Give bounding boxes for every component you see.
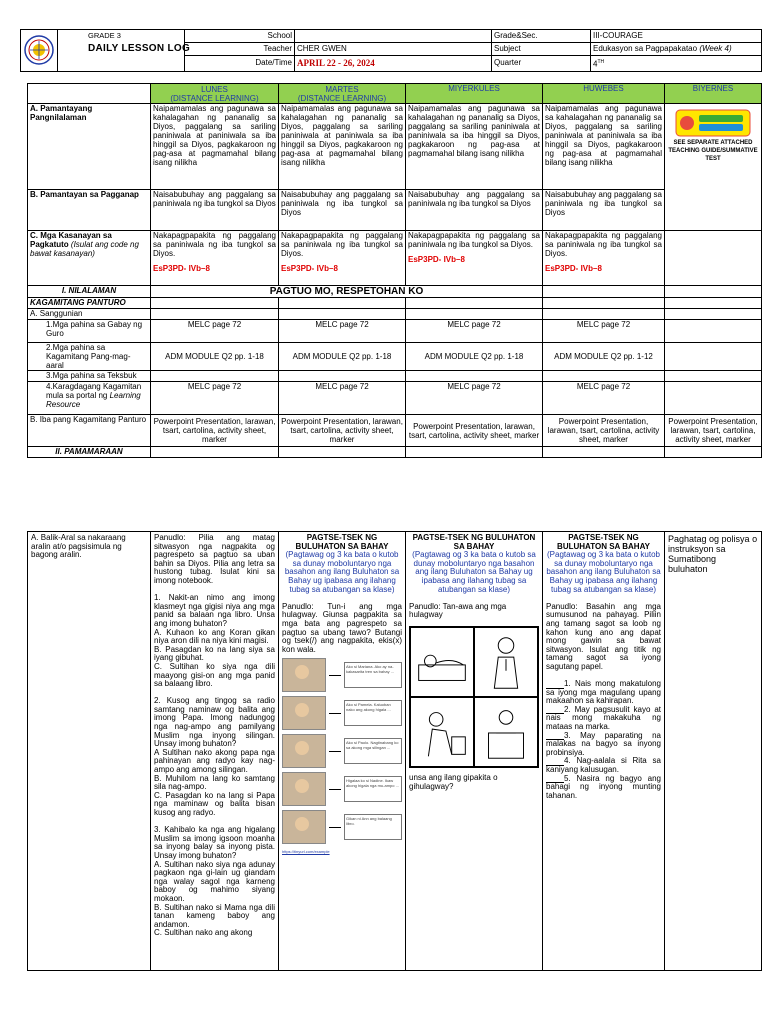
quarter-spacer (532, 56, 591, 72)
rowb-mon: Powerpoint Presentation, larawan, tsart, cartolina, activity sheet, marker (151, 415, 279, 447)
pamamaraan-thu (543, 447, 665, 458)
mon-q1-choice-c: C. Sultihan ko siya nga dili maayong gisi-on ang mga panid sa balaang libro. (154, 661, 275, 689)
mon-question-3: 3. Kahibalo ka nga ang higalang Muslim sa imong igsoon moanha sa inyong balay sa inyong pista. Unsay imong buhaton? (154, 825, 275, 860)
thu-subtitle: (Pagtawag og 3 ka bata o kutob sa dunay moboluntaryo nga basahon ang ilang Buluhaton sa Bahay ug ipabasa ang ilahang tubag sa atubangan sa klase) (546, 550, 661, 594)
row4-fri (665, 382, 762, 415)
quarter-suffix: TH (597, 59, 605, 65)
tue-instruction: Panudlo: Tun-i ang mga hulagway. Giunsa pagpakita sa mga bata ang pagrespeto sa pagtuo sa ubang tawo? Butangi og tsek(/) ang nagpakita, ekis(x) kon wala. (282, 601, 402, 654)
row-c-note: (Isulat ang code ng bawat kasanayan) (30, 240, 139, 258)
day-monday (151, 84, 279, 104)
catch-up-fridays-logo-icon (675, 109, 751, 137)
picture-sleeping-child (410, 627, 474, 697)
row3-label: 3.Mga pahina sa Teksbuk (28, 371, 151, 382)
row2-tue: ADM MODULE Q2 pp. 1-18 (279, 343, 406, 371)
balik-aral-wed (406, 532, 543, 971)
deped-seal (21, 30, 58, 72)
rowb-thu: Powerpoint Presentation, larawan, tsart, cartolina, activity sheet, marker (543, 415, 665, 447)
teacher-label: Teacher (185, 43, 295, 56)
school-label: School (185, 30, 295, 43)
row-c-fri (665, 231, 762, 286)
mon-q2-choice-c: C. Pasagdan ko na lang si Papa nga maminaw og balita bisan kusog ang radyo. (154, 790, 275, 817)
row2-fri (665, 343, 762, 371)
picture (282, 810, 326, 844)
thu-item-1-text: 1. Nais mong makatulong sa iyong mga magulang upang makaahon sa kahirapan. (546, 679, 661, 706)
thu-instruction: Panudlo: Basahin ang mga sumusunod na pahayag. Piliin ang tamang sagot sa loob ng kahon kung ano ang dapat mong gawin sa bawat sitwasyon. Isulat ang titik ng tamang sagot sa iyong sagutang papel. (546, 601, 661, 671)
subject-spacer (532, 43, 591, 56)
kagamitan-label (28, 298, 151, 309)
tue-title: PAGTSE-TSEK NG BULUHATON SA BAHAY (295, 533, 389, 551)
mon-q1-choice-a: A. Kuhaon ko ang Koran gikan niya aron dili na niya kini magisi. (154, 627, 275, 646)
deped-seal-icon (24, 35, 54, 65)
tue-item-2 (282, 696, 402, 730)
row-c-thu (543, 231, 665, 286)
kagamitan-tue (279, 298, 406, 309)
row-b-label (28, 190, 151, 231)
thu-item-3 (546, 732, 661, 758)
balik-aral-tue (279, 532, 406, 971)
kagamitan-thu (543, 298, 665, 309)
kagamitan-mon (151, 298, 279, 309)
nilalaman-title: I. NILALAMAN (61, 286, 117, 295)
row-c-tue-text: Nakapagpapakita ng paggalang sa paniniwala ng iba tungkol sa Diyos. (281, 231, 403, 258)
competency-code: EsP3PD- IVb–8 (153, 264, 210, 273)
row4-wed: MELC page 72 (406, 382, 543, 415)
row4-label-text: 4.Karagdagang Kagamitan mula sa portal ng (46, 382, 142, 400)
row3-thu (543, 371, 665, 382)
answer-line (329, 827, 341, 828)
doc-title: DAILY LESSON LOG (58, 43, 185, 72)
rowb-wed: Powerpoint Presentation, larawan, tsart, cartolina, activity sheet, marker (406, 415, 543, 447)
row1-wed: MELC page 72 (406, 320, 543, 343)
row2-mon: ADM MODULE Q2 pp. 1-18 (151, 343, 279, 371)
day-tuesday (279, 84, 406, 104)
wed-title: PAGTSE-TSEK NG BULUHATON SA BAHAY (412, 533, 536, 551)
picture (282, 772, 326, 806)
kagamitan-fri (665, 298, 762, 309)
day-friday: BIYERNES (665, 84, 762, 104)
day-tuesday-mode: (DISTANCE LEARNING) (297, 93, 387, 103)
row-a-wed: Naipamamalas ang pagunawa sa kahalagahan ng pananalig sa Diyos, paggalang sa sariling paniniwala at paniniwala sa iba hinggil sa Diyos, pagkakaroon ng pag-asa at pagmamahal bilang isang nilikha (406, 104, 543, 190)
competency-code: EsP3PD- IVb–8 (545, 264, 602, 273)
row1-fri (665, 320, 762, 343)
wed-subtitle: (Pagtawag og 3 ka bata o kutob sa dunay moboluntaryo nga basahon ang ilang Buluhaton sa Bahay ug ipabasa ang ilahang tubag sa atubangan sa klase) (412, 550, 536, 594)
row-c-mon (151, 231, 279, 286)
datetime-label: Date/Time (185, 56, 295, 72)
mon-instruction: Panudlo: Pilia ang matag sitwasyon nga nagpakita og pagrespeto sa pagtuo sa uban bahin sa Diyos. Pilia ang letra sa hustong tubag. Isulat kini sa imong notebook. (154, 533, 275, 585)
thu-item-4 (546, 757, 661, 774)
nilalaman-thu (543, 286, 665, 298)
row-a-fri (665, 104, 762, 231)
rowb-tue: Powerpoint Presentation, larawan, tsart, cartolina, activity sheet, marker (279, 415, 406, 447)
day-wednesday: MIYERKULES (406, 84, 543, 104)
thu-item-2-text: 2. May pagsusulit kayo at nais mong makakuha ng mataas na marka. (546, 704, 661, 732)
row-c-mon-text: Nakapagpapakita ng paggalang sa paniniwala ng iba tungkol sa Diyos. (153, 231, 276, 258)
mon-q3-choice-c: C. Sultihan nako ang akong (154, 928, 253, 938)
thu-item-1 (546, 680, 661, 706)
lesson-table-part2 (27, 531, 762, 971)
wed-question: unsa ang ilang gipakita o gihulagway? (409, 772, 498, 791)
row3-tue (279, 371, 406, 382)
thu-item-5 (546, 775, 661, 801)
row-c-label (28, 231, 151, 286)
row2-thu: ADM MODULE Q2 pp. 1-12 (543, 343, 665, 371)
rowb-label: B. Iba pang Kagamitang Panturo (28, 415, 151, 447)
row1-mon: MELC page 72 (151, 320, 279, 343)
row-a-title: A. Pamantayang Pangnilalaman (30, 104, 93, 122)
day-thursday: HUWEBES (543, 84, 665, 104)
lesson-table-part1 (27, 83, 762, 458)
row1-tue: MELC page 72 (279, 320, 406, 343)
competency-code: EsP3PD- IVb–8 (408, 255, 465, 264)
row-a-label (28, 104, 151, 190)
mon-q2-choice-b: B. Muhilom na lang ko samtang sila nag-ampo. (154, 773, 275, 792)
datetime-value: APRIL 22 - 26, 2024 (295, 56, 492, 72)
tue-item-5 (282, 810, 402, 844)
sanggunian-mon (151, 309, 279, 320)
quarter-label: Quarter (492, 56, 532, 72)
row3-fri (665, 371, 762, 382)
mon-question-2: 2. Kusog ang tingog sa radio samtang naminaw og balita ang imong Papa. Imong nadungog nga nag-ampo ang pamilyang Muslim nga inyong silingan. Unsay imong buhaton? (154, 696, 275, 749)
row2-wed: ADM MODULE Q2 pp. 1-18 (406, 343, 543, 371)
row-b-tue: Naisabubuhay ang paggalang sa paniniwala ng iba tungkol sa Diyos (279, 190, 406, 231)
pamamaraan-wed (406, 447, 543, 458)
row4-thu: MELC page 72 (543, 382, 665, 415)
story-card: Gikan ni Ann ang balaang libro. (344, 814, 402, 840)
thu-item-2 (546, 706, 661, 732)
row-c-wed (406, 231, 543, 286)
nilalaman-label (28, 286, 151, 298)
kagamitan-wed (406, 298, 543, 309)
rowb-fri: Powerpoint Presentation, larawan, tsart, cartolina, activity sheet, marker (665, 415, 762, 447)
sanggunian-wed (406, 309, 543, 320)
mon-q1-choice-b: B. Pasagdan ko na lang siya sa iyang gibuhat. (154, 644, 275, 663)
sanggunian-label: A. Sanggunian (28, 309, 151, 320)
nilalaman-fri (665, 286, 762, 298)
quarter-number: 4 (593, 59, 598, 69)
day-monday-label: LUNES (201, 84, 228, 94)
row4-label-italic: Learning Resource (46, 391, 141, 409)
sanggunian-thu (543, 309, 665, 320)
answer-line (329, 675, 341, 676)
answer-line (329, 713, 341, 714)
tue-item-3 (282, 734, 402, 768)
row-b-title: B. Pamantayan sa Pagganap (30, 190, 139, 199)
tue-subtitle: (Pagtawag og 3 ka bata o kutob sa dunay moboluntaryo nga basahon ang ilang Buluhaton sa Bahay ug ipabasa ang ilahang tubag sa atubangan sa klase) (284, 550, 400, 594)
picture (282, 696, 326, 730)
pamamaraan-title: II. PAMAMARAAN (55, 447, 123, 456)
sanggunian-tue (279, 309, 406, 320)
row1-label: 1.Mga pahina sa Gabay ng Guro (28, 320, 151, 343)
row-b-thu: Naisabubuhay ang paggalang sa paniniwala ng iba tungkol sa Diyos (543, 190, 665, 231)
answer-line (329, 789, 341, 790)
picture (282, 658, 326, 692)
story-card: Ako si Mariana. Ako ay na-kakasarita tren sa bahay ... (344, 662, 402, 688)
subject-week: (Week 4) (699, 44, 732, 53)
competency-code: EsP3PD- IVb–8 (281, 264, 338, 273)
tue-item-1 (282, 658, 402, 692)
story-card: Ako si Paolo. Nagtinabang ko sa akong mga silingan ... (344, 738, 402, 764)
nilalaman-text: PAGTUO MO, RESPETOHAN KO (151, 286, 543, 298)
story-card: Higalaa ko si Nadine. Ikaw akong higala nga mu-ampo ... (344, 776, 402, 802)
balik-aral-fri: Paghatag og polisya o instruksyon sa Sumatibong buluhaton (665, 532, 762, 971)
row4-label (28, 382, 151, 415)
row4-mon: MELC page 72 (151, 382, 279, 415)
subject-value (591, 43, 762, 56)
subject-label: Subject (492, 43, 532, 56)
picture (282, 734, 326, 768)
pamamaraan-mon (151, 447, 279, 458)
row3-wed (406, 371, 543, 382)
balik-aral-label: A. Balik-Aral sa nakaraang aralin at/o pagsisimula ng bagong aralin. (28, 532, 151, 971)
story-card: Ako si Pamela. Kaluoban nako ang akong higala ... (344, 700, 402, 726)
mon-q2-choice-a: A Sultihan nako akong papa nga pahinayan ang radyo kay nag-ampo ang among silingan. (154, 747, 275, 775)
row-b-wed: Naisabubuhay ang paggalang sa paniniwala ng iba tungkol sa Diyos (406, 190, 543, 231)
picture-praying-child (474, 627, 538, 697)
row3-mon (151, 371, 279, 382)
pamamaraan-fri (665, 447, 762, 458)
thu-item-4-text: 4. Nag-aalala si Rita sa kaniyang kalusugan. (546, 756, 661, 775)
row-b-mon: Naisabubuhay ang paggalang sa paniniwala ng iba tungkol sa Diyos (151, 190, 279, 231)
sanggunian-fri (665, 309, 762, 320)
thu-item-5-text: 5. Nasira ng bagyo ang bahagi ng inyong munting tahanan. (546, 773, 661, 800)
row-a-thu: Naipamamalas ang pagunawa sa kahalagahan ng pananalig sa Diyos, paggalang sa sariling paniniwala at paniniwala sa iba hinggil sa Diyos, pagkakaroon ng pag-asa at pagmamahal bilang isang nilikha (543, 104, 665, 190)
thu-item-3-text: 3. May paparating na malakas na bagyo sa inyong probinsiya. (546, 730, 661, 757)
picture-child-at-desk (474, 697, 538, 767)
wed-picture-grid (409, 626, 539, 768)
balik-aral-mon (151, 532, 279, 971)
answer-line (329, 751, 341, 752)
subject-name: Edukasyon sa Pagpapakatao (593, 44, 698, 53)
friday-note: SEE SEPARATE ATTACHED TEACHING GUIDE/SUMMATIVE TEST (668, 140, 758, 162)
mon-q3-choice-b: B. Sultihan nako si Mama nga dili tanan kameng baboy ang andamon. (154, 902, 275, 929)
row-c-tue (279, 231, 406, 286)
row2-label: 2.Mga pahina sa Kagamitang Pang-mag-aaral (28, 343, 151, 371)
gradesec-spacer (532, 30, 591, 43)
picture-kneeling-child (410, 697, 474, 767)
gradesec-value: III-COURAGE (591, 30, 762, 43)
mon-question-1: 1. Nakit-an nimo ang imong klasmeyt nga gigisi niya ang mga panid sa balaan nga libro. Unsa ang imong buhaton? (154, 593, 275, 628)
row-c-title: C. Mga Kasanayan sa Pagkatuto (30, 231, 112, 249)
thu-title: PAGTSE-TSEK NG BULUHATON SA BAHAY (557, 533, 650, 551)
mon-q3-choice-a: A. Sultihan nako siya nga adunay pagkaon nga gi-lain ug giandam nga walay sagol nga karneng baboy og mahimo siyang mokaon. (154, 859, 275, 903)
pamamaraan-label (28, 447, 151, 458)
balik-aral-thu (543, 532, 665, 971)
quarter-value (591, 56, 762, 72)
row4-tue: MELC page 72 (279, 382, 406, 415)
pamamaraan-tue (279, 447, 406, 458)
grade-label: GRADE 3 (58, 30, 185, 43)
header-table (20, 29, 762, 72)
day-tuesday-label: MARTES (325, 84, 359, 94)
day-monday-mode: (DISTANCE LEARNING) (170, 93, 259, 103)
row-a-tue: Naipamamalas ang pagunawa sa kahalagahan ng pananalig sa Diyos, paggalang sa sariling paniniwala at paniniwala sa iba hinggil sa Diyos, pagkakaroon ng pag-asa at pagmamahal bilang isang nilikha (279, 104, 406, 190)
row-c-wed-text: Nakapagpapakita ng paggalang sa paniniwala ng iba tungkol sa Diyos. (408, 231, 540, 249)
row-c-thu-text: Nakapagpapakita ng paggalang sa paniniwala ng iba tungkol sa Diyos. (545, 231, 662, 258)
corner-cell (28, 84, 151, 104)
row1-thu: MELC page 72 (543, 320, 665, 343)
wed-instruction: Panudlo: Tan-awa ang mga hulagway (409, 601, 507, 620)
tue-item-4 (282, 772, 402, 806)
gradesec-label: Grade&Sec. (492, 30, 532, 43)
school-value (295, 30, 492, 43)
teacher-value: CHER GWEN (295, 43, 492, 56)
kagamitan-title: KAGAMITANG PANTURO (30, 298, 126, 307)
source-link[interactable]: https://tinyurl.com/example (282, 849, 330, 855)
row-a-mon: Naipamamalas ang pagunawa sa kahalagahan ng pananalig sa Diyos, paggalang sa sariling paniniwala at paniniwala sa iba hinggil sa Diyos, pagkakaroon ng pag-asa at pagmamahal bilang isang nilikha (151, 104, 279, 190)
